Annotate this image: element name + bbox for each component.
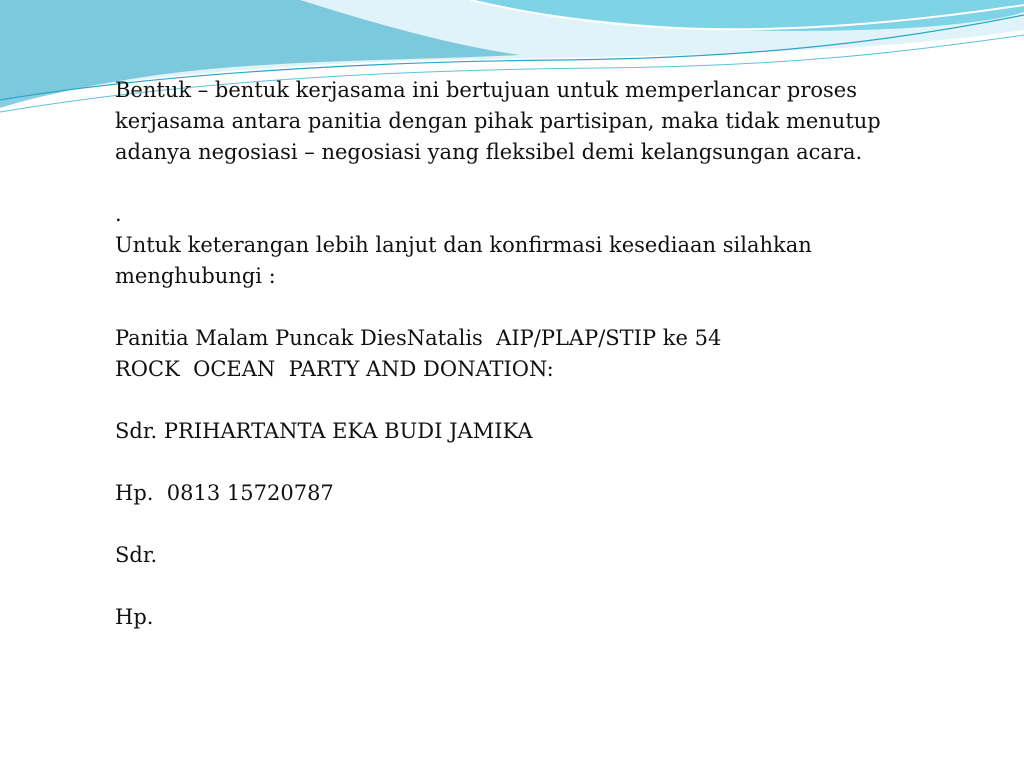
spacer: [115, 292, 915, 323]
spacer: [115, 571, 915, 602]
contact-2-name: Sdr.: [115, 543, 158, 567]
contact-intro: Untuk keterangan lebih lanjut dan konfirmasi kesediaan silahkan menghubungi :: [115, 233, 819, 288]
committee-line: Panitia Malam Puncak DiesNatalis AIP/PLAP/STIP ke 54: [115, 326, 722, 350]
dot-line: .: [115, 202, 122, 226]
spacer: [115, 168, 915, 199]
spacer: [115, 447, 915, 478]
spacer: [115, 385, 915, 416]
contact-1-name: Sdr. PRIHARTANTA EKA BUDI JAMIKA: [115, 419, 533, 443]
event-line: ROCK OCEAN PARTY AND DONATION:: [115, 357, 554, 381]
slide-body: [115, 75, 915, 633]
contact-1-phone: Hp. 0813 15720787: [115, 481, 334, 505]
contact-2-phone: Hp.: [115, 605, 154, 629]
spacer: [115, 509, 915, 540]
paragraph-cooperation: Bentuk – bentuk kerjasama ini bertujuan untuk memperlancar proses kerjasama antara panitia dengan pihak partisipan, maka tidak menutup adanya negosiasi – negosiasi yang fleksibel demi kelangsungan acara.: [115, 78, 888, 164]
